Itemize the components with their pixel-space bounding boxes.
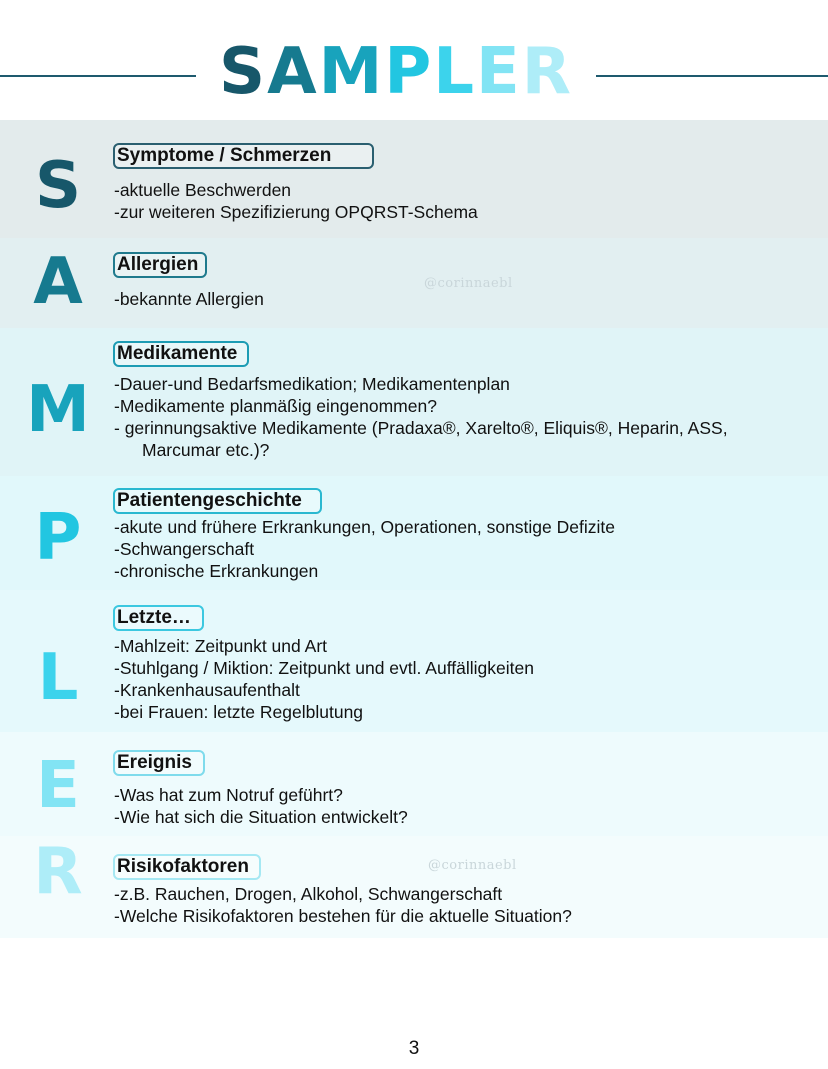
list-item: -Mahlzeit: Zeitpunkt und Art [114,636,328,656]
title-letter-r: R [521,35,573,109]
title-letter-l: L [433,35,476,109]
section-heading: Symptome / Schmerzen [113,143,374,169]
section-symptome [0,120,828,238]
section-body [114,288,264,310]
section-risikofaktoren [0,836,828,938]
list-item: -Dauer-und Bedarfsmedikation; Medikamentenplan [114,374,510,394]
section-letter: E [36,749,80,823]
section-heading: Letzte… [113,605,204,631]
page-title [196,32,596,112]
page-number: 3 [408,1038,420,1059]
list-item: -bei Frauen: letzte Regelblutung [114,702,364,722]
list-item: -chronische Erkrankungen [114,561,319,581]
list-item: -Stuhlgang / Miktion: Zeitpunkt und evtl. Auffälligkeiten [114,658,534,678]
section-letzte [0,590,828,732]
list-item: -aktuelle Beschwerden [114,180,292,200]
section-body [114,883,572,927]
watermark: @corinnaebl [428,858,517,873]
watermark: @corinnaebl [424,276,513,291]
list-item: -Was hat zum Notruf geführt? [114,785,343,805]
section-letter: R [33,835,83,909]
list-item: Marcumar etc.)? [142,440,270,460]
list-item: - gerinnungsaktive Medikamente (Pradaxa®, Xarelto®, Eliquis®, Heparin, ASS, [114,418,728,438]
title-letter-p: P [384,35,434,109]
list-item: -akute und frühere Erkrankungen, Operationen, sonstige Defizite [114,517,615,537]
list-item: -Krankenhausaufenthalt [114,680,300,700]
section-body [114,635,534,723]
section-heading: Risikofaktoren [113,854,261,880]
section-body [114,179,478,223]
title-rule-right [596,75,828,77]
section-ereignis [0,732,828,836]
section-medikamente [0,328,828,476]
section-allergien [0,238,828,328]
section-letter: P [34,501,82,575]
list-item: -bekannte Allergien [114,289,264,309]
section-letter: M [26,373,90,447]
section-letter: L [37,641,79,715]
section-patientengeschichte [0,476,828,590]
section-body [114,784,408,828]
list-item: -z.B. Rauchen, Drogen, Alkohol, Schwangerschaft [114,884,503,904]
title-letter-e: E [476,35,522,109]
list-item: -zur weiteren Spezifizierung OPQRST-Schema [114,202,478,222]
section-body [114,516,615,582]
list-item: -Schwangerschaft [114,539,255,559]
title-letter-m: M [318,35,385,109]
section-heading: Medikamente [113,341,249,367]
title-rule-left [0,75,196,77]
list-item: -Medikamente planmäßig eingenommen? [114,396,437,416]
section-heading: Patientengeschichte [113,488,322,514]
title-letter-a: A [267,35,319,109]
title-letter-s: S [219,35,268,109]
list-item: -Wie hat sich die Situation entwickelt? [114,807,408,827]
section-letter: S [34,149,82,223]
page-header [0,0,828,120]
section-heading: Allergien [113,252,207,278]
list-item: -Welche Risikofaktoren bestehen für die aktuelle Situation? [114,906,572,926]
section-body [114,373,728,461]
section-letter: A [33,245,83,319]
section-heading: Ereignis [113,750,205,776]
